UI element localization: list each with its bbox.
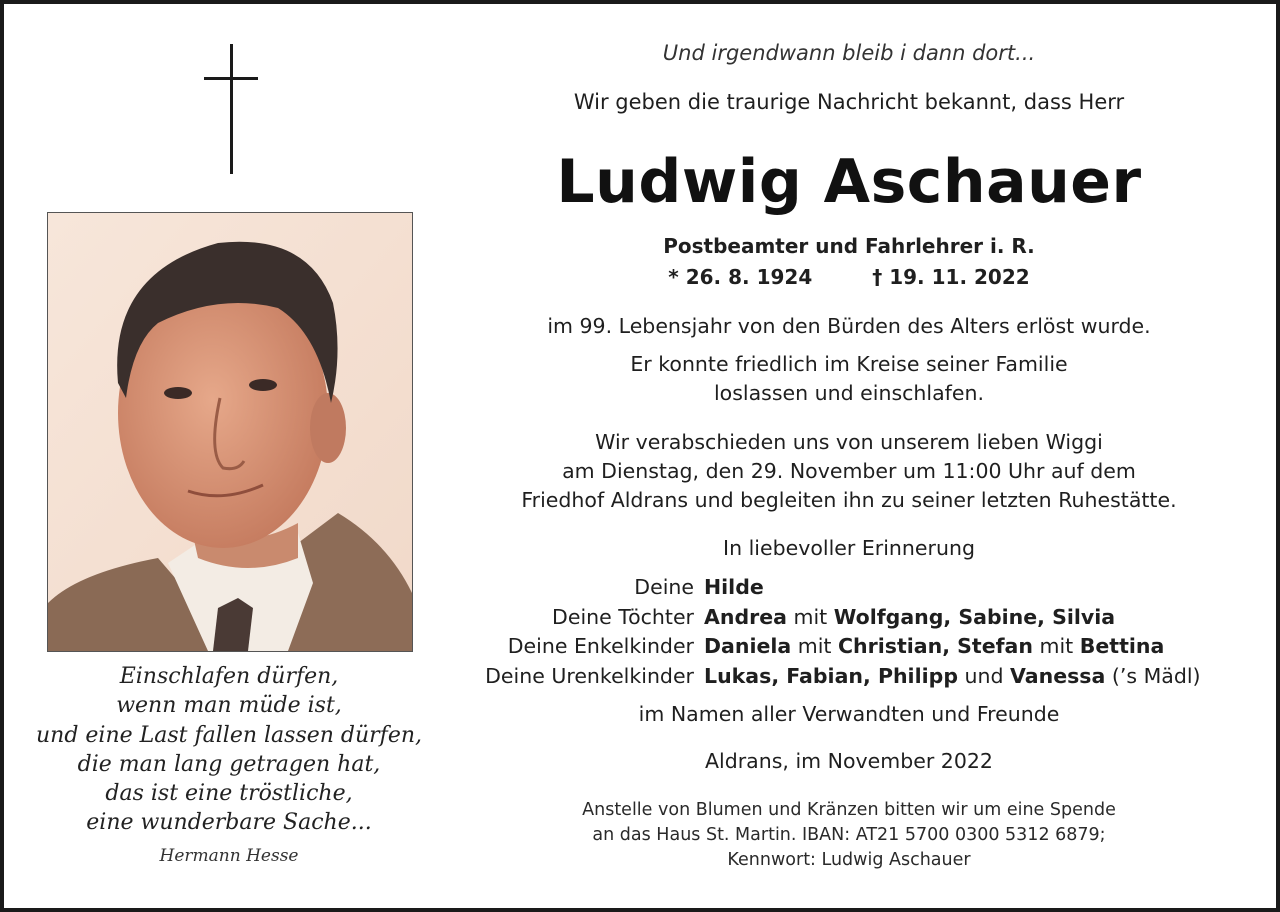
donation-note — [449, 798, 1249, 873]
text-line: an das Haus St. Martin. IBAN: AT21 5700 0300 5312 6879; — [592, 825, 1106, 845]
right-column — [449, 4, 1249, 908]
motto: Und irgendwann bleib i dann dort... — [662, 41, 1036, 65]
family-member: Bettina — [1079, 634, 1165, 658]
text-line: Friedhof Aldrans und begleiten ihn zu seiner letzten Ruhestätte. — [521, 488, 1177, 512]
connector-text: (’s Mädl) — [1105, 663, 1201, 688]
family-row — [449, 662, 1249, 692]
family-names — [704, 632, 1164, 662]
family-row — [449, 573, 1249, 603]
text-line: loslassen und einschlafen. — [713, 381, 984, 405]
family-member: Christian, Stefan — [838, 634, 1033, 658]
in-memory: In liebevoller Erinnerung — [723, 536, 975, 560]
poem-line: Einschlafen dürfen, — [119, 664, 339, 689]
poem-line: das ist eine tröstliche, — [105, 781, 353, 807]
text-line: Anstelle von Blumen und Kränzen bitten wir um eine Spende — [582, 800, 1116, 820]
family-member: Lukas, Fabian, Philipp — [704, 663, 958, 688]
family-member: Wolfgang, Sabine, Silvia — [833, 604, 1116, 629]
family-names — [704, 662, 1201, 692]
text-line: Kennwort: Ludwig Aschauer — [727, 850, 971, 870]
deceased-name: Ludwig Aschauer — [556, 147, 1142, 217]
family-names — [704, 603, 1115, 633]
portrait-image — [48, 213, 412, 651]
family-member: Hilde — [704, 575, 764, 599]
family-row — [449, 632, 1249, 662]
connector-text: mit — [1032, 634, 1080, 658]
poem — [14, 662, 444, 838]
poem-line: die man lang getragen hat, — [77, 751, 381, 777]
text-line: am Dienstag, den 29. November um 11:00 Uhr auf dem — [562, 459, 1136, 483]
family-relation: Deine — [634, 575, 694, 599]
paragraph-peaceful — [449, 350, 1249, 408]
place-date: Aldrans, im November 2022 — [705, 749, 993, 773]
family-relation: Deine Töchter — [552, 604, 694, 629]
poem-line: wenn man müde ist, — [116, 693, 342, 719]
cross-icon — [200, 44, 262, 178]
portrait-photo — [47, 212, 413, 652]
family-member: Daniela — [704, 634, 792, 658]
family-names — [704, 573, 764, 603]
poem-line: eine wunderbare Sache... — [86, 810, 372, 836]
connector-text: und — [958, 663, 1011, 688]
family-member: Vanessa — [1010, 663, 1106, 688]
left-column — [4, 4, 464, 908]
on-behalf: im Namen aller Verwandten und Freunde — [638, 702, 1060, 726]
family-relation: Deine Urenkelkinder — [485, 663, 694, 688]
occupation: Postbeamter und Fahrlehrer i. R. — [663, 234, 1035, 258]
family-list — [449, 573, 1249, 691]
poem-author: Hermann Hesse — [159, 846, 299, 866]
connector-text: mit — [791, 634, 838, 658]
death-date: † 19. 11. 2022 — [872, 265, 1030, 289]
announcement: Wir geben die traurige Nachricht bekannt, dass Herr — [573, 90, 1125, 114]
family-relation: Deine Enkelkinder — [507, 634, 694, 658]
poem-line: und eine Last fallen lassen dürfen, — [35, 722, 423, 748]
life-dates — [449, 265, 1249, 289]
text-line: Wir verabschieden uns von unserem lieben Wiggi — [595, 430, 1103, 454]
connector-text: mit — [786, 604, 834, 629]
paragraph-age: im 99. Lebensjahr von den Bürden des Alters erlöst wurde. — [547, 314, 1151, 338]
birth-date: * 26. 8. 1924 — [668, 265, 813, 289]
text-line: Er konnte friedlich im Kreise seiner Familie — [630, 352, 1068, 376]
paragraph-funeral — [449, 428, 1249, 515]
family-member: Andrea — [704, 604, 787, 629]
family-row — [449, 603, 1249, 633]
